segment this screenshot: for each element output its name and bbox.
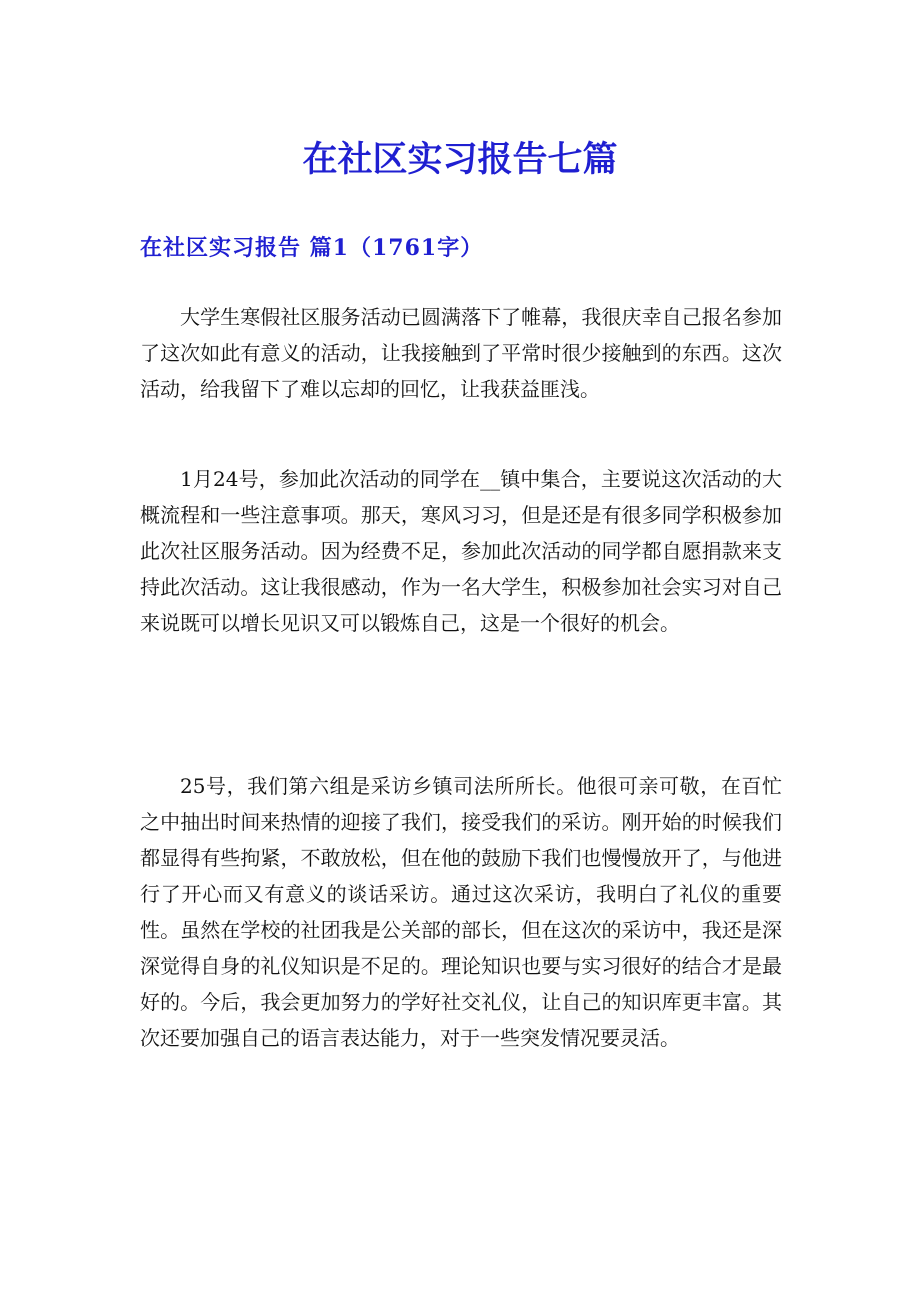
paragraph-2: 1月24号，参加此次活动的同学在__镇中集合，主要说这次活动的大概流程和一些注意事项。那天，寒风习习，但是还是有很多同学积极参加此次社区服务活动。因为经费不足，参加此次活动的同学都自愿捐款来支持此次活动。这让我很感动，作为一名大学生，积极参加社会实习对自己来说既可以增长见识又可以锻炼自己，这是一个很好的机会。 xyxy=(140,467,782,635)
paragraph-1: 大学生寒假社区服务活动已圆满落下了帷幕，我很庆幸自己报名参加了这次如此有意义的活动，让我接触到了平常时很少接触到的东西。这次活动，给我留下了难以忘却的回忆，让我获益匪浅。 xyxy=(140,305,782,401)
paragraph-3: 25号，我们第六组是采访乡镇司法所所长。他很可亲可敬，在百忙之中抽出时间来热情的迎接了我们，接受我们的采访。刚开始的时候我们都显得有些拘紧，不敢放松，但在他的鼓励下我们也慢慢放开了，与他进行了开心而又有意义的谈话采访。通过这次采访，我明白了礼仪的重要性。虽然在学校的社团我是公关部的部长，但在这次的采访中，我还是深深觉得自身的礼仪知识是不足的。理论知识也要与实习很好的结合才是最好的。今后，我会更加努力的学好社交礼仪，让自己的知识库更丰富。其次还要加强自己的语言表达能力，对于一些突发情况要灵活。 xyxy=(140,774,782,1050)
section-heading: 在社区实习报告 篇1（1761字） xyxy=(140,235,484,261)
document-title: 在社区实习报告七篇 xyxy=(302,139,618,180)
